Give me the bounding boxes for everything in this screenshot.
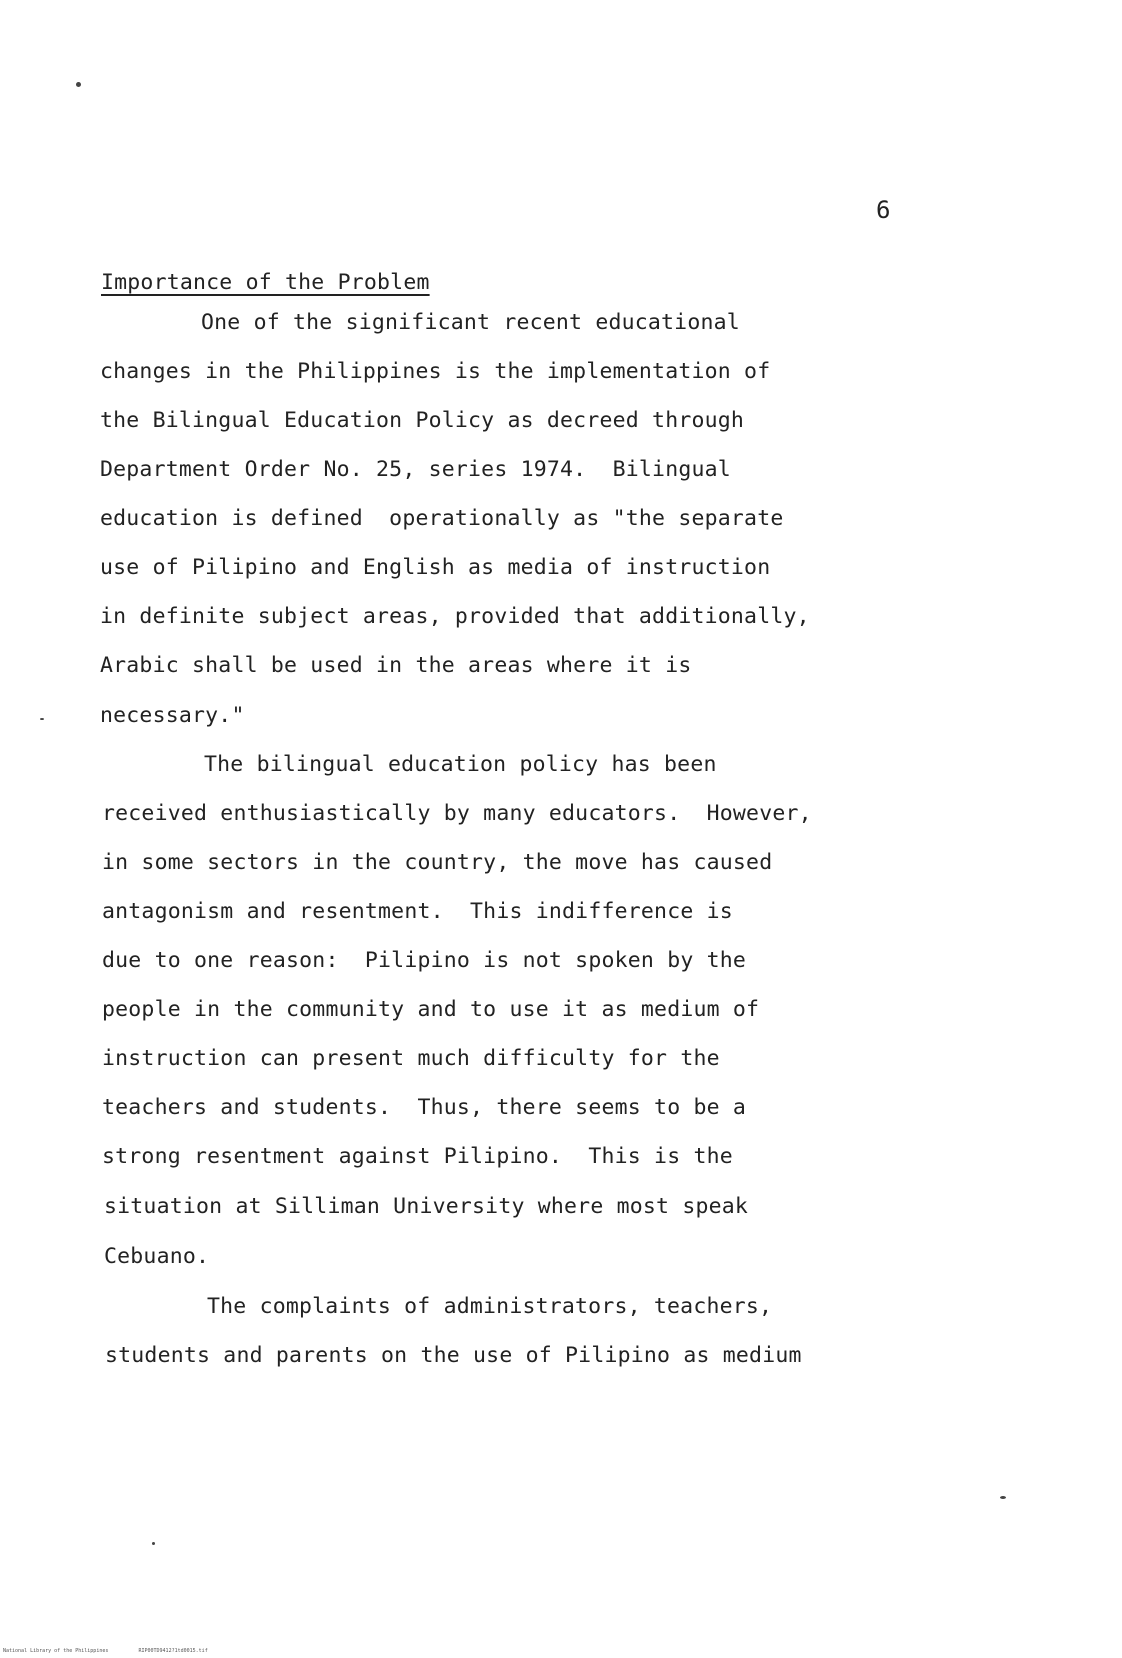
text-line: Cebuano.	[104, 1244, 210, 1269]
text-line: The complaints of administrators, teachers,	[207, 1294, 773, 1319]
section-heading: Importance of the Problem	[101, 270, 430, 295]
text-line: situation at Silliman University where most speak	[104, 1194, 749, 1219]
page-number: 6	[876, 196, 891, 224]
scan-speck	[76, 82, 81, 87]
text-line: teachers and students. Thus, there seems to be a	[102, 1095, 747, 1120]
text-line: the Bilingual Education Policy as decreed through	[100, 408, 745, 433]
footer-caption	[3, 1648, 208, 1654]
scan-speck	[152, 1542, 155, 1545]
footer-library: National Library of the Philippines	[3, 1648, 109, 1654]
text-line: strong resentment against Pilipino. This is the	[102, 1144, 733, 1169]
text-line: due to one reason: Pilipino is not spoken by the	[102, 948, 747, 973]
scan-speck	[40, 718, 44, 720]
footer-file-id: RIP00TD9412?1td0015.tif	[138, 1648, 208, 1654]
text-line: students and parents on the use of Pilipino as medium	[105, 1343, 802, 1368]
text-line: in some sectors in the country, the move has caused	[102, 850, 773, 875]
text-line: received enthusiastically by many educators. However,	[102, 801, 812, 826]
text-line: Arabic shall be used in the areas where it is	[100, 653, 692, 678]
text-line: The bilingual education policy has been	[204, 752, 717, 777]
text-line: in definite subject areas, provided that additionally,	[100, 604, 810, 629]
text-line: Department Order No. 25, series 1974. Bilingual	[100, 457, 731, 482]
text-line: instruction can present much difficulty for the	[102, 1046, 720, 1071]
text-line: One of the significant recent educational	[201, 310, 740, 335]
text-line: antagonism and resentment. This indifference is	[102, 899, 733, 924]
text-line: use of Pilipino and English as media of instruction	[100, 555, 771, 580]
text-line: people in the community and to use it as medium of	[102, 997, 760, 1022]
text-line: changes in the Philippines is the implementation of	[100, 359, 771, 384]
scan-speck	[1000, 1496, 1006, 1499]
text-line: necessary."	[100, 703, 245, 728]
text-line: education is defined operationally as "the separate	[100, 506, 784, 531]
